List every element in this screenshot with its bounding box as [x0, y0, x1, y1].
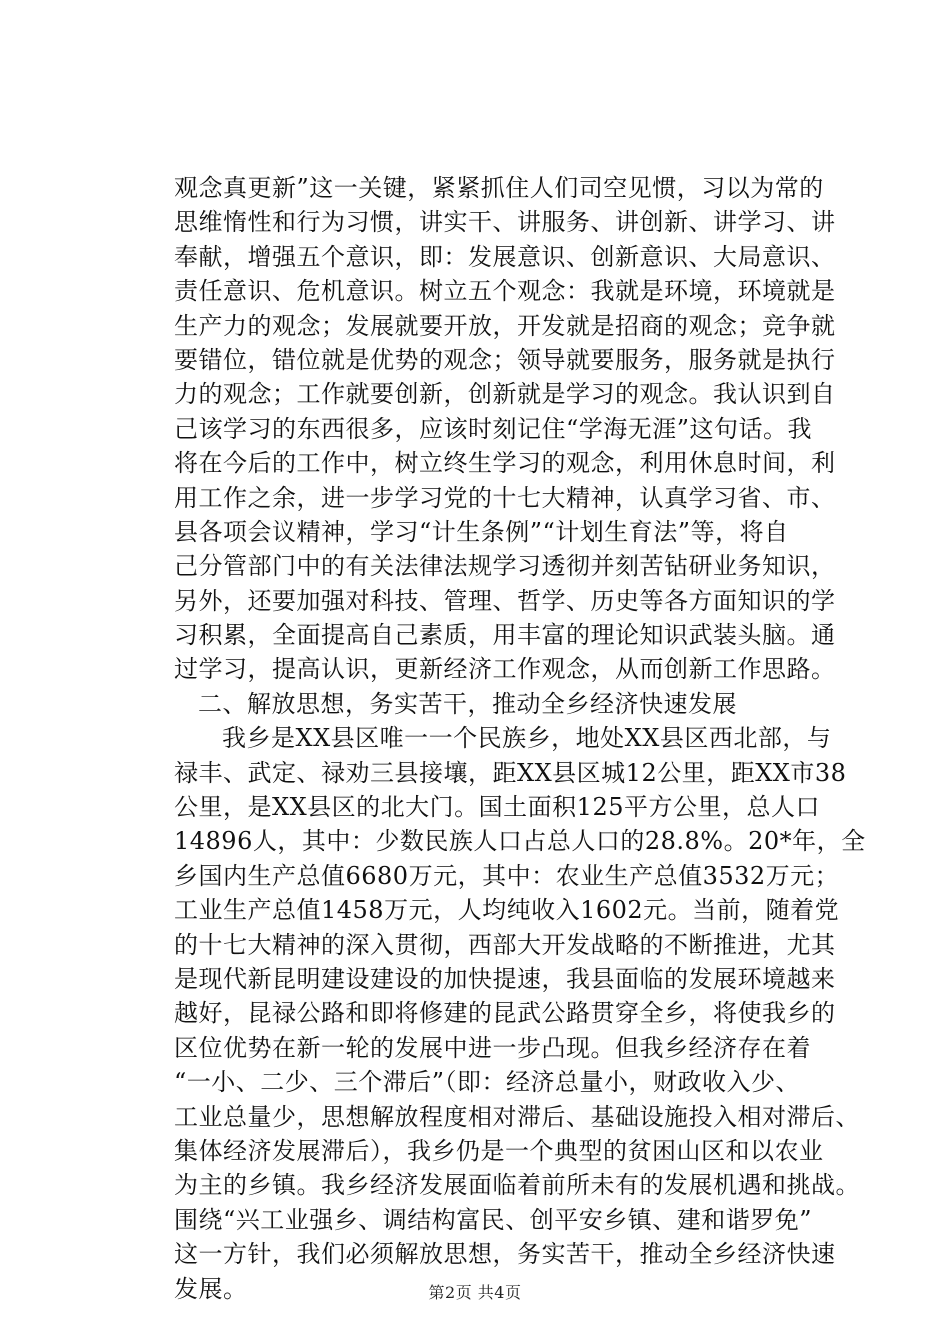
text-line: 为主的乡镇。我乡经济发展面临着前所未有的发展机遇和挑战。 [174, 1171, 860, 1200]
text-line: 这一方针，我们必须解放思想，务实苦干，推动全乡经济快速 [174, 1240, 836, 1269]
text-line: 观念真更新”这一关键，紧紧抓住人们司空见惯，习以为常的 [174, 174, 824, 202]
text-line: 我乡是XX县区唯一一个民族乡，地处XX县区西北部，与 [222, 724, 832, 753]
text-line: 乡国内生产总值6680万元，其中：农业生产总值3532万元； [174, 861, 840, 890]
text-line: 己该学习的东西很多，应该时刻记住“学海无涯”这句话。我 [174, 414, 813, 443]
text-line: 是现代新昆明建设建设的加快提速，我县面临的发展环境越来 [174, 964, 836, 993]
text-line: 生产力的观念；发展就要开放，开发就是招商的观念；竞争就 [174, 311, 836, 340]
text-line: 公里，是XX县区的北大门。国土面积125平方公里，总人口 [174, 793, 820, 822]
text-line: 的十七大精神的深入贯彻，西部大开发战略的不断推进，尤其 [174, 930, 836, 959]
text-line: 区位优势在新一轮的发展中进一步凸现。但我乡经济存在着 [174, 1033, 811, 1062]
text-line: 过学习，提高认识，更新经济工作观念，从而创新工作思路。 [174, 655, 836, 684]
text-line: 围绕“兴工业强乡、调结构富民、创平安乡镇、建和谐罗免” [174, 1205, 813, 1234]
text-line: 越好，昆禄公路和即将修建的昆武公路贯穿全乡，将使我乡的 [174, 999, 836, 1028]
text-line: 习积累，全面提高自己素质，用丰富的理论知识武装头脑。通 [174, 621, 836, 650]
text-line: 另外，还要加强对科技、管理、哲学、历史等各方面知识的学 [174, 586, 836, 615]
text-line: 工业生产总值1458万元，人均纯收入1602元。当前，随着党 [174, 896, 840, 925]
text-line: 集体经济发展滞后），我乡仍是一个典型的贫困山区和以农业 [174, 1136, 824, 1165]
body-text [174, 171, 866, 1306]
text-line: 力的观念；工作就要创新，创新就是学习的观念。我认识到自 [174, 380, 836, 409]
text-line: 14896人，其中：少数民族人口占总人口的28.8%。20*年，全 [174, 827, 866, 856]
text-line: 责任意识、危机意识。树立五个观念：我就是环境，环境就是 [174, 277, 836, 306]
section-heading: 二、解放思想，务实苦干，推动全乡经济快速发展 [198, 689, 737, 718]
text-line: 奉献，增强五个意识，即：发展意识、创新意识、大局意识、 [174, 242, 836, 271]
text-line: 发展。 [174, 1274, 248, 1303]
text-line: 县各项会议精神，学习“计生条例”“计划生育法”等，将自 [174, 517, 789, 546]
text-line: 用工作之余，进一步学习党的十七大精神，认真学习省、市、 [174, 483, 836, 512]
text-line: 要错位，错位就是优势的观念；领导就要服务，服务就是执行 [174, 345, 836, 374]
text-line: “一小、二少、三个滞后”（即：经济总量小，财政收入少、 [174, 1068, 801, 1097]
text-line: 思维惰性和行为习惯，讲实干、讲服务、讲创新、讲学习、讲 [174, 208, 836, 237]
text-line: 将在今后的工作中，树立终生学习的观念，利用休息时间，利 [174, 449, 836, 478]
text-line: 己分管部门中的有关法律法规学习透彻并刻苦钻研业务知识， [174, 552, 836, 581]
page-footer: 第2页 共4页 [428, 1283, 522, 1302]
text-line: 禄丰、武定、禄劝三县接壤，距XX县区城12公里，距XX市38 [174, 758, 847, 787]
text-line: 工业总量少，思想解放程度相对滞后、基础设施投入相对滞后、 [174, 1102, 860, 1131]
